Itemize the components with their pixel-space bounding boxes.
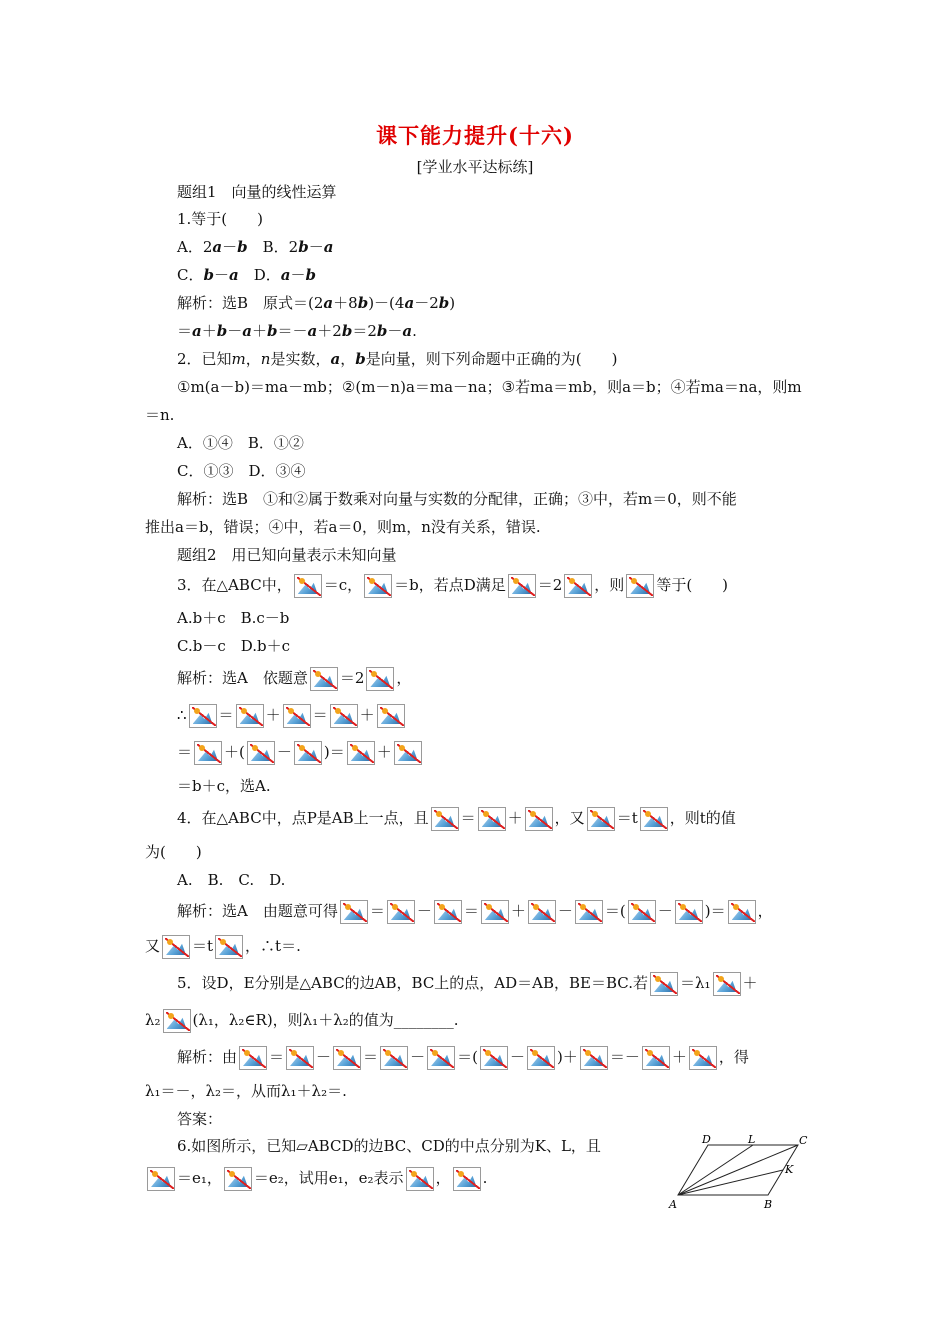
label-l: L [748,1135,756,1146]
vector-image-icon [406,1167,434,1191]
label-a: A [669,1198,677,1211]
vector-image-icon [689,1046,717,1070]
vector-image-icon [394,741,422,765]
vector-image-icon [525,807,553,831]
q2-propositions: ①m(a－b)＝ma－mb；②(m－n)a＝ma－na；③若ma＝mb，则a＝b；④若ma＝na，则m [177,378,802,396]
vector-image-icon [427,1046,455,1070]
vector-image-icon [587,807,615,831]
vector-image-icon [508,574,536,598]
q5-stem: 5．设D，E分别是△ABC的边AB，BC上的点，AD＝AB，BE＝BC.若 ＝λ₁ ＋ [177,971,758,995]
q1-options-ab: A．2a－b B．2b－a [177,238,334,256]
q4-stem-end: 为( ) [145,843,202,861]
q1-options-cd: C．b－a D．a－b [177,266,317,284]
vector-image-icon [286,1046,314,1070]
vector-image-icon [294,741,322,765]
vector-image-icon [675,900,703,924]
vector-image-icon [728,900,756,924]
q3-solution-line2: ∴ ＝ ＋ ＝ ＋ [177,703,407,727]
label-k: K [785,1163,794,1176]
q4-solution-line1: 解析：选A 由题意可得 ＝ － ＝ ＋ － ＝( － )＝ ， [177,899,773,923]
vector-image-icon [564,574,592,598]
vector-image-icon [527,1046,555,1070]
q4-options: A. B. C. D. [177,871,286,889]
q2-options-cd: C．①③ D．③④ [177,462,306,480]
vector-image-icon [330,704,358,728]
vector-image-icon [434,900,462,924]
q5-solution-line2: λ₁＝－，λ₂＝，从而λ₁＋λ₂＝. [145,1082,347,1100]
parallelogram-figure [668,1135,818,1215]
q2-solution-line1: 解析：选B ①和②属于数乘对向量与实数的分配律，正确；③中，若m＝0，则不能 [177,490,737,508]
vector-image-icon [366,667,394,691]
vector-image-icon [713,972,741,996]
q1-stem: 1.等于( ) [177,210,264,228]
q3-solution-end: ＝b＋c，选A. [177,777,271,795]
vector-image-icon [387,900,415,924]
label-d: D [702,1135,711,1146]
q3-stem: 3．在△ABC中， ＝c， ＝b，若点D满足 ＝2 ，则 等于( ) [177,573,728,597]
vector-image-icon [147,1167,175,1191]
q3-options-ab: A.b＋c B.c－b [177,609,290,627]
vector-image-icon [310,667,338,691]
vector-image-icon [453,1167,481,1191]
q2-options-ab: A．①④ B．①② [177,434,304,452]
vector-image-icon [215,935,243,959]
vector-image-icon [640,807,668,831]
group2-heading: 题组2 用已知向量表示未知向量 [177,546,397,564]
vector-image-icon [481,900,509,924]
vector-image-icon [364,574,392,598]
q5-stem-line2: λ₂ (λ₁，λ₂∈R)，则λ₁＋λ₂的值为________. [145,1008,458,1032]
diagonal-ac [678,1145,798,1195]
q3-solution-line1: 解析：选A 依题意 ＝2 ， [177,666,411,690]
label-c: C [799,1135,808,1147]
q3-solution-line3: ＝ ＋( － )＝ ＋ [177,740,424,764]
group1-heading: 题组1 向量的线性运算 [177,183,337,201]
vector-image-icon [478,807,506,831]
vector-image-icon [650,972,678,996]
q3-options-cd: C.b－c D.b＋c [177,637,290,655]
vector-image-icon [431,807,459,831]
q2-stem: 2．已知m，n是实数，a，b是向量，则下列命题中正确的为( ) [177,350,618,368]
vector-image-icon [377,704,405,728]
segment-ak [678,1170,783,1195]
page-title: 课下能力提升(十六) [376,123,574,148]
vector-image-icon [236,704,264,728]
q6-stem-line2: ＝e₁， ＝e₂，试用e₁，e₂表示 ， . [145,1166,487,1190]
vector-image-icon [480,1046,508,1070]
q5-solution-line1: 解析：由 ＝ － ＝ － ＝( － )＋ ＝－ ＋ ，得 [177,1045,749,1069]
q1-solution-line1: 解析：选B 原式＝(2a＋8b)－(4a－2b) [177,294,456,312]
vector-image-icon [294,574,322,598]
q2-propositions-end: ＝n. [145,406,175,424]
vector-image-icon [575,900,603,924]
vector-image-icon [162,935,190,959]
vector-image-icon [580,1046,608,1070]
label-b: B [764,1198,773,1211]
vector-image-icon [380,1046,408,1070]
vector-image-icon [189,704,217,728]
vector-image-icon [163,1009,191,1033]
q6-stem: 6.如图所示，已知▱ABCD的边BC、CD的中点分别为K、L，且 [177,1137,601,1155]
q4-solution-line2: 又 ＝t ，∴t＝. [145,934,301,958]
vector-image-icon [528,900,556,924]
vector-image-icon [347,741,375,765]
vector-image-icon [628,900,656,924]
q5-answer: 答案： [177,1110,223,1128]
vector-image-icon [340,900,368,924]
q4-stem: 4．在△ABC中，点P是AB上一点，且 ＝ ＋ ，又 ＝t ，则t的值 [177,806,736,830]
vector-image-icon [626,574,654,598]
vector-image-icon [247,741,275,765]
vector-image-icon [642,1046,670,1070]
segment-al [678,1145,753,1195]
vector-image-icon [283,704,311,728]
q1-solution-line2: ＝a＋b－a＋b＝－a＋2b＝2b－a. [177,322,417,340]
page-subtitle: [学业水平达标练] [416,158,534,176]
vector-image-icon [333,1046,361,1070]
q2-solution-line2: 推出a＝b，错误；④中，若a＝0，则m，n没有关系，错误. [145,518,541,536]
vector-image-icon [239,1046,267,1070]
vector-image-icon [194,741,222,765]
vector-image-icon [224,1167,252,1191]
